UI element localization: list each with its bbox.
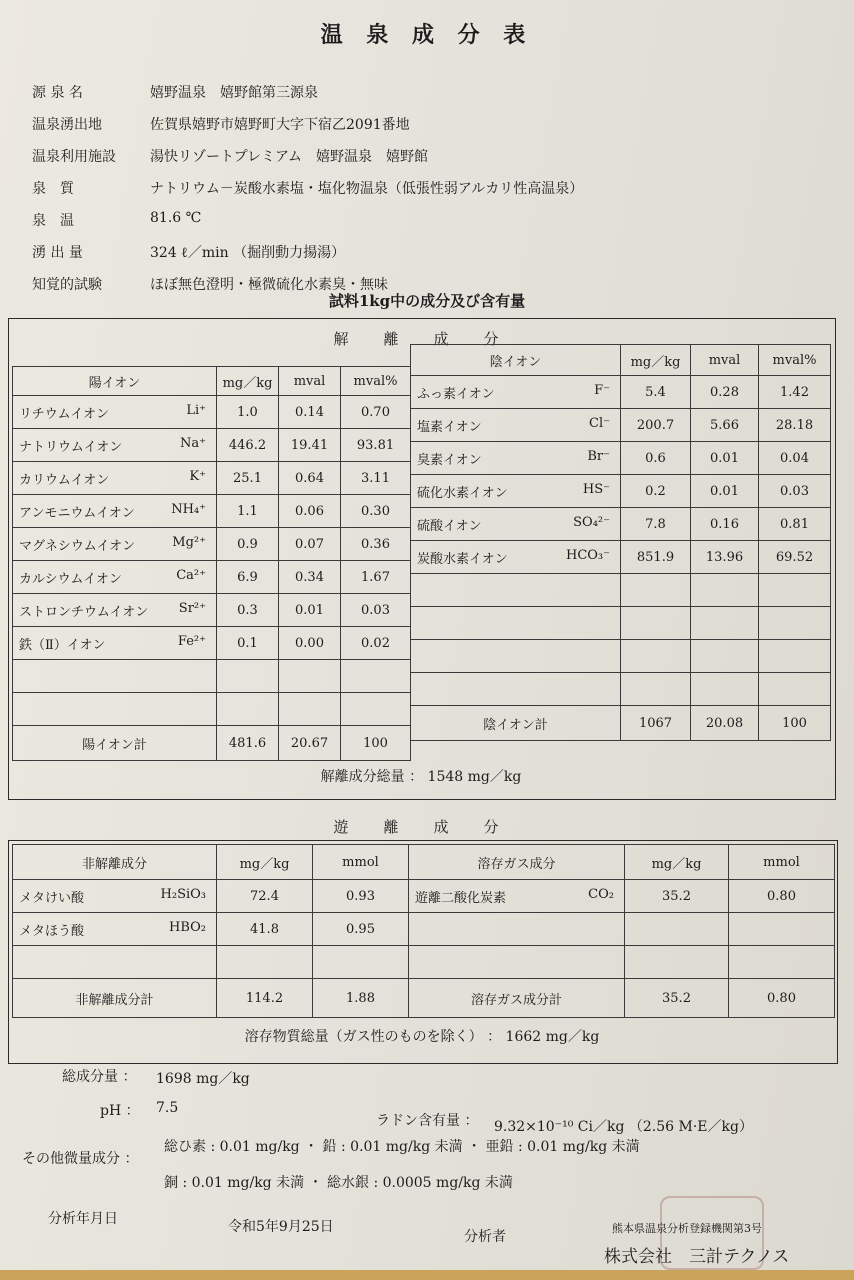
component-name-cell [13, 660, 217, 693]
component-name-cell [411, 376, 621, 409]
table-row [411, 409, 831, 442]
total-row [13, 979, 409, 1018]
component-name-cell [411, 541, 621, 574]
total-row [13, 726, 411, 761]
total-components-label: 総成分量 ： [62, 1069, 137, 1085]
ph-value: 7.5 [156, 1100, 179, 1116]
component-name-cell [411, 673, 621, 706]
table-row [409, 946, 835, 979]
mg-per-kg-cell: 0.1 [217, 627, 279, 660]
info-label: 温泉湧出地 [32, 117, 102, 133]
mg-per-kg-cell [621, 673, 691, 706]
total-label: 非解離成分計 [13, 979, 217, 1018]
mg-per-kg-cell: 1.1 [217, 495, 279, 528]
mval-percent-cell [759, 607, 831, 640]
info-value: ほぼ無色澄明・極微硫化水素臭・無味 [150, 277, 388, 293]
column-header: mval% [759, 345, 831, 376]
chemical-symbol: HBO₂ [168, 919, 206, 935]
component-name-cell [411, 640, 621, 673]
column-header: 陽イオン [13, 367, 217, 396]
info-value: 324 ℓ／min （掘削動力揚湯） [150, 245, 346, 261]
table-row [411, 475, 831, 508]
mg-per-kg-cell: 200.7 [621, 409, 691, 442]
chemical-symbol: F⁻ [594, 382, 610, 398]
mval-cell: 19.41 [279, 429, 341, 462]
component-name-cell [13, 528, 217, 561]
component-name-cell [409, 880, 625, 913]
mval-cell: 0.14 [279, 396, 341, 429]
mval-percent-cell: 0.70 [341, 396, 411, 429]
mval-percent-cell [759, 574, 831, 607]
table-row [411, 673, 831, 706]
mg-per-kg-cell: 446.2 [217, 429, 279, 462]
table-row [13, 913, 409, 946]
component-name-cell [409, 946, 625, 979]
component-name: リチウムイオン [19, 406, 109, 422]
component-name-cell [13, 946, 217, 979]
component-name: ふっ素イオン [417, 386, 495, 402]
mg-per-kg-cell: 851.9 [621, 541, 691, 574]
info-label: 知覚的試験 [32, 277, 102, 293]
registration-number: 熊本県温泉分析登録機関第3号 [612, 1222, 762, 1235]
table-row [411, 640, 831, 673]
dissolved-total: 溶存物質総量（ガス性のものを除く） ： 1662 mg／kg [244, 1029, 600, 1045]
analysis-date-label: 分析年月日 [48, 1211, 118, 1227]
column-header: mval [279, 367, 341, 396]
anion-table [410, 344, 831, 741]
component-name-cell [13, 627, 217, 660]
table-row [409, 880, 835, 913]
chemical-symbol: Br⁻ [587, 448, 610, 464]
mval-percent-cell: 69.52 [759, 541, 831, 574]
mval-cell: 0.16 [691, 508, 759, 541]
column-header: 非解離成分 [13, 845, 217, 880]
chemical-symbol: Fe²⁺ [177, 633, 206, 649]
info-label: 源 泉 名 [32, 85, 83, 101]
total-components-value: 1698 mg／kg [156, 1071, 250, 1087]
total-mg-per-kg: 1067 [621, 706, 691, 741]
mg-per-kg-cell [217, 946, 313, 979]
mg-per-kg-cell: 1.0 [217, 396, 279, 429]
info-label: 泉 温 [32, 213, 74, 229]
mg-per-kg-cell: 41.8 [217, 913, 313, 946]
mg-per-kg-cell: 72.4 [217, 880, 313, 913]
mmol-cell: 0.80 [729, 880, 835, 913]
mval-cell: 0.07 [279, 528, 341, 561]
info-label: 泉 質 [32, 181, 74, 197]
radon-value: 9.32×10⁻¹⁰ Ci／kg （2.56 M·E／kg） [494, 1119, 753, 1135]
mval-percent-cell: 0.36 [341, 528, 411, 561]
chemical-symbol: Ca²⁺ [176, 567, 206, 583]
component-name-cell [411, 574, 621, 607]
table-row [411, 607, 831, 640]
trace-line-2: 銅 : 0.01 mg/kg 未満 ・ 総水銀 : 0.0005 mg/kg 未満 [164, 1175, 513, 1191]
table-header-row [409, 845, 835, 880]
total-mg-per-kg: 35.2 [625, 979, 729, 1018]
info-label: 温泉利用施設 [32, 149, 116, 165]
component-name: メタけい酸 [19, 890, 85, 906]
mval-percent-cell: 0.03 [759, 475, 831, 508]
mmol-cell: 0.93 [313, 880, 409, 913]
table-row [13, 462, 411, 495]
table-row [411, 376, 831, 409]
radon-label: ラドン含有量 ： [376, 1113, 479, 1129]
chemical-symbol: Li⁺ [186, 402, 206, 418]
mg-per-kg-cell [217, 660, 279, 693]
component-name: 硫酸イオン [417, 518, 482, 534]
column-header: 溶存ガス成分 [409, 845, 625, 880]
component-name-cell [13, 462, 217, 495]
mg-per-kg-cell: 5.4 [621, 376, 691, 409]
component-name-cell [411, 409, 621, 442]
column-header: mval [691, 345, 759, 376]
column-header: mg／kg [217, 367, 279, 396]
component-name: 塩素イオン [417, 419, 482, 435]
table-row [13, 396, 411, 429]
component-name: ナトリウムイオン [19, 439, 123, 455]
table-row [411, 574, 831, 607]
component-name: 硫化水素イオン [417, 485, 508, 501]
table-row [13, 660, 411, 693]
mval-percent-cell: 28.18 [759, 409, 831, 442]
mval-cell: 0.64 [279, 462, 341, 495]
info-value: ナトリウム－炭酸水素塩・塩化物温泉（低張性弱アルカリ性高温泉） [150, 181, 584, 197]
total-row [409, 979, 835, 1018]
info-value: 嬉野温泉 嬉野館第三源泉 [150, 85, 318, 101]
table-row [13, 429, 411, 462]
component-name-cell [411, 442, 621, 475]
mval-percent-cell: 0.81 [759, 508, 831, 541]
mval-cell: 0.28 [691, 376, 759, 409]
total-mval: 20.67 [279, 726, 341, 761]
dissolved-gas-table [408, 844, 835, 1018]
chemical-symbol: HCO₃⁻ [565, 547, 610, 563]
mval-cell: 0.00 [279, 627, 341, 660]
nondissociated-table [12, 844, 409, 1018]
component-name-cell [13, 913, 217, 946]
mval-percent-cell: 0.30 [341, 495, 411, 528]
component-name: 鉄（Ⅱ）イオン [19, 637, 106, 653]
ph-label: pH ： [100, 1103, 140, 1119]
total-label: 溶存ガス成分計 [409, 979, 625, 1018]
component-name: カリウムイオン [19, 472, 110, 488]
mval-percent-cell: 0.03 [341, 594, 411, 627]
free-components-title: 遊 離 成 分 [333, 818, 509, 836]
mg-per-kg-cell [621, 640, 691, 673]
component-name: 遊離二酸化炭素 [415, 890, 507, 906]
component-name: ストロンチウムイオン [19, 604, 149, 620]
mg-per-kg-cell [625, 946, 729, 979]
table-row [13, 561, 411, 594]
component-name-cell [13, 429, 217, 462]
chemical-symbol: HS⁻ [582, 481, 610, 497]
chemical-symbol: NH₄⁺ [171, 501, 206, 517]
component-name-cell [411, 607, 621, 640]
mval-percent-cell: 0.02 [341, 627, 411, 660]
mmol-cell: 0.95 [313, 913, 409, 946]
mmol-cell [729, 913, 835, 946]
chemical-symbol: Sr²⁺ [178, 600, 206, 616]
table-row [13, 880, 409, 913]
table-row [411, 508, 831, 541]
mval-percent-cell [341, 693, 411, 726]
mg-per-kg-cell: 0.6 [621, 442, 691, 475]
table-header-row [411, 345, 831, 376]
table-row [409, 913, 835, 946]
chemical-symbol: CO₂ [588, 886, 614, 902]
mval-cell: 0.34 [279, 561, 341, 594]
table-row [411, 442, 831, 475]
mg-per-kg-cell: 35.2 [625, 880, 729, 913]
component-name-cell [13, 396, 217, 429]
mval-cell: 0.01 [691, 442, 759, 475]
mval-cell: 5.66 [691, 409, 759, 442]
total-mval-percent: 100 [341, 726, 411, 761]
dissociated-total: 解離成分総量 ： 1548 mg／kg [320, 769, 522, 785]
mval-percent-cell: 0.04 [759, 442, 831, 475]
component-name: マグネシウムイオン [19, 538, 136, 554]
analysis-date-value: 令和5年9月25日 [228, 1219, 334, 1235]
info-value: 湯快リゾートプレミアム 嬉野温泉 嬉野館 [150, 149, 429, 165]
trace-line-1: 総ひ素 : 0.01 mg/kg ・ 鉛 : 0.01 mg/kg 未満 ・ 亜鉛 : 0.01 mg/kg 未満 [164, 1139, 640, 1155]
document-title: 温 泉 成 分 表 [320, 22, 534, 48]
chemical-symbol: Mg²⁺ [172, 534, 206, 550]
component-name-cell [13, 561, 217, 594]
total-mval-percent: 100 [759, 706, 831, 741]
table-header-row [13, 845, 409, 880]
component-name: カルシウムイオン [19, 571, 122, 587]
mval-cell [691, 607, 759, 640]
mg-per-kg-cell [621, 607, 691, 640]
mval-percent-cell: 3.11 [341, 462, 411, 495]
mg-per-kg-cell [217, 693, 279, 726]
component-name-cell [13, 880, 217, 913]
chemical-symbol: Na⁺ [180, 435, 206, 451]
table-row [13, 946, 409, 979]
column-header: mg／kg [625, 845, 729, 880]
column-header: mmol [729, 845, 835, 880]
total-label: 陰イオン計 [411, 706, 621, 741]
total-mg-per-kg: 481.6 [217, 726, 279, 761]
column-header: 陰イオン [411, 345, 621, 376]
mval-cell [279, 693, 341, 726]
mmol-cell [313, 946, 409, 979]
table-row [411, 541, 831, 574]
section-title: 試料1kg中の成分及び含有量 [328, 292, 526, 310]
mval-cell [691, 640, 759, 673]
component-name-cell [411, 475, 621, 508]
mval-cell: 13.96 [691, 541, 759, 574]
info-label: 湧 出 量 [32, 245, 83, 261]
component-name-cell [13, 594, 217, 627]
component-name: 臭素イオン [417, 452, 482, 468]
mval-percent-cell: 1.67 [341, 561, 411, 594]
mg-per-kg-cell: 0.9 [217, 528, 279, 561]
chemical-symbol: Cl⁻ [589, 415, 610, 431]
column-header: mg／kg [217, 845, 313, 880]
mg-per-kg-cell: 7.8 [621, 508, 691, 541]
mg-per-kg-cell: 0.2 [621, 475, 691, 508]
component-name-cell [409, 913, 625, 946]
component-name: アンモニウムイオン [19, 505, 135, 521]
total-mmol: 1.88 [313, 979, 409, 1018]
total-mmol: 0.80 [729, 979, 835, 1018]
mval-cell [279, 660, 341, 693]
mmol-cell [729, 946, 835, 979]
mg-per-kg-cell: 6.9 [217, 561, 279, 594]
column-header: mmol [313, 845, 409, 880]
column-header: mg／kg [621, 345, 691, 376]
mval-percent-cell: 1.42 [759, 376, 831, 409]
chemical-symbol: SO₄²⁻ [573, 514, 610, 530]
mg-per-kg-cell: 25.1 [217, 462, 279, 495]
component-name: 炭酸水素イオン [417, 551, 508, 567]
component-name-cell [13, 693, 217, 726]
mval-cell [691, 574, 759, 607]
total-mg-per-kg: 114.2 [217, 979, 313, 1018]
mg-per-kg-cell [625, 913, 729, 946]
table-row [13, 627, 411, 660]
mval-cell: 0.01 [691, 475, 759, 508]
total-label: 陽イオン計 [13, 726, 217, 761]
table-row [13, 495, 411, 528]
mval-cell: 0.06 [279, 495, 341, 528]
trace-label: その他微量成分 ： [22, 1151, 139, 1167]
table-row [13, 528, 411, 561]
mval-percent-cell [759, 640, 831, 673]
chemical-symbol: K⁺ [189, 468, 206, 484]
total-row [411, 706, 831, 741]
component-name-cell [13, 495, 217, 528]
mval-cell [691, 673, 759, 706]
mg-per-kg-cell [621, 574, 691, 607]
column-header: mval% [341, 367, 411, 396]
table-header-row [13, 367, 411, 396]
analyst-label: 分析者 [464, 1229, 506, 1245]
table-row [13, 693, 411, 726]
component-name: メタほう酸 [19, 923, 85, 939]
mval-percent-cell [341, 660, 411, 693]
info-value: 佐賀県嬉野市嬉野町大字下宿乙2091番地 [150, 117, 410, 133]
total-mval: 20.08 [691, 706, 759, 741]
dissociated-title: 解 離 成 分 [333, 330, 509, 348]
table-row [13, 594, 411, 627]
mval-percent-cell: 93.81 [341, 429, 411, 462]
analyst-company: 株式会社 三計テクノス [604, 1247, 790, 1267]
cation-table [12, 366, 411, 761]
mg-per-kg-cell: 0.3 [217, 594, 279, 627]
chemical-symbol: H₂SiO₃ [160, 886, 206, 902]
component-name-cell [411, 508, 621, 541]
mval-percent-cell [759, 673, 831, 706]
info-value: 81.6 ℃ [150, 210, 202, 226]
mval-cell: 0.01 [279, 594, 341, 627]
